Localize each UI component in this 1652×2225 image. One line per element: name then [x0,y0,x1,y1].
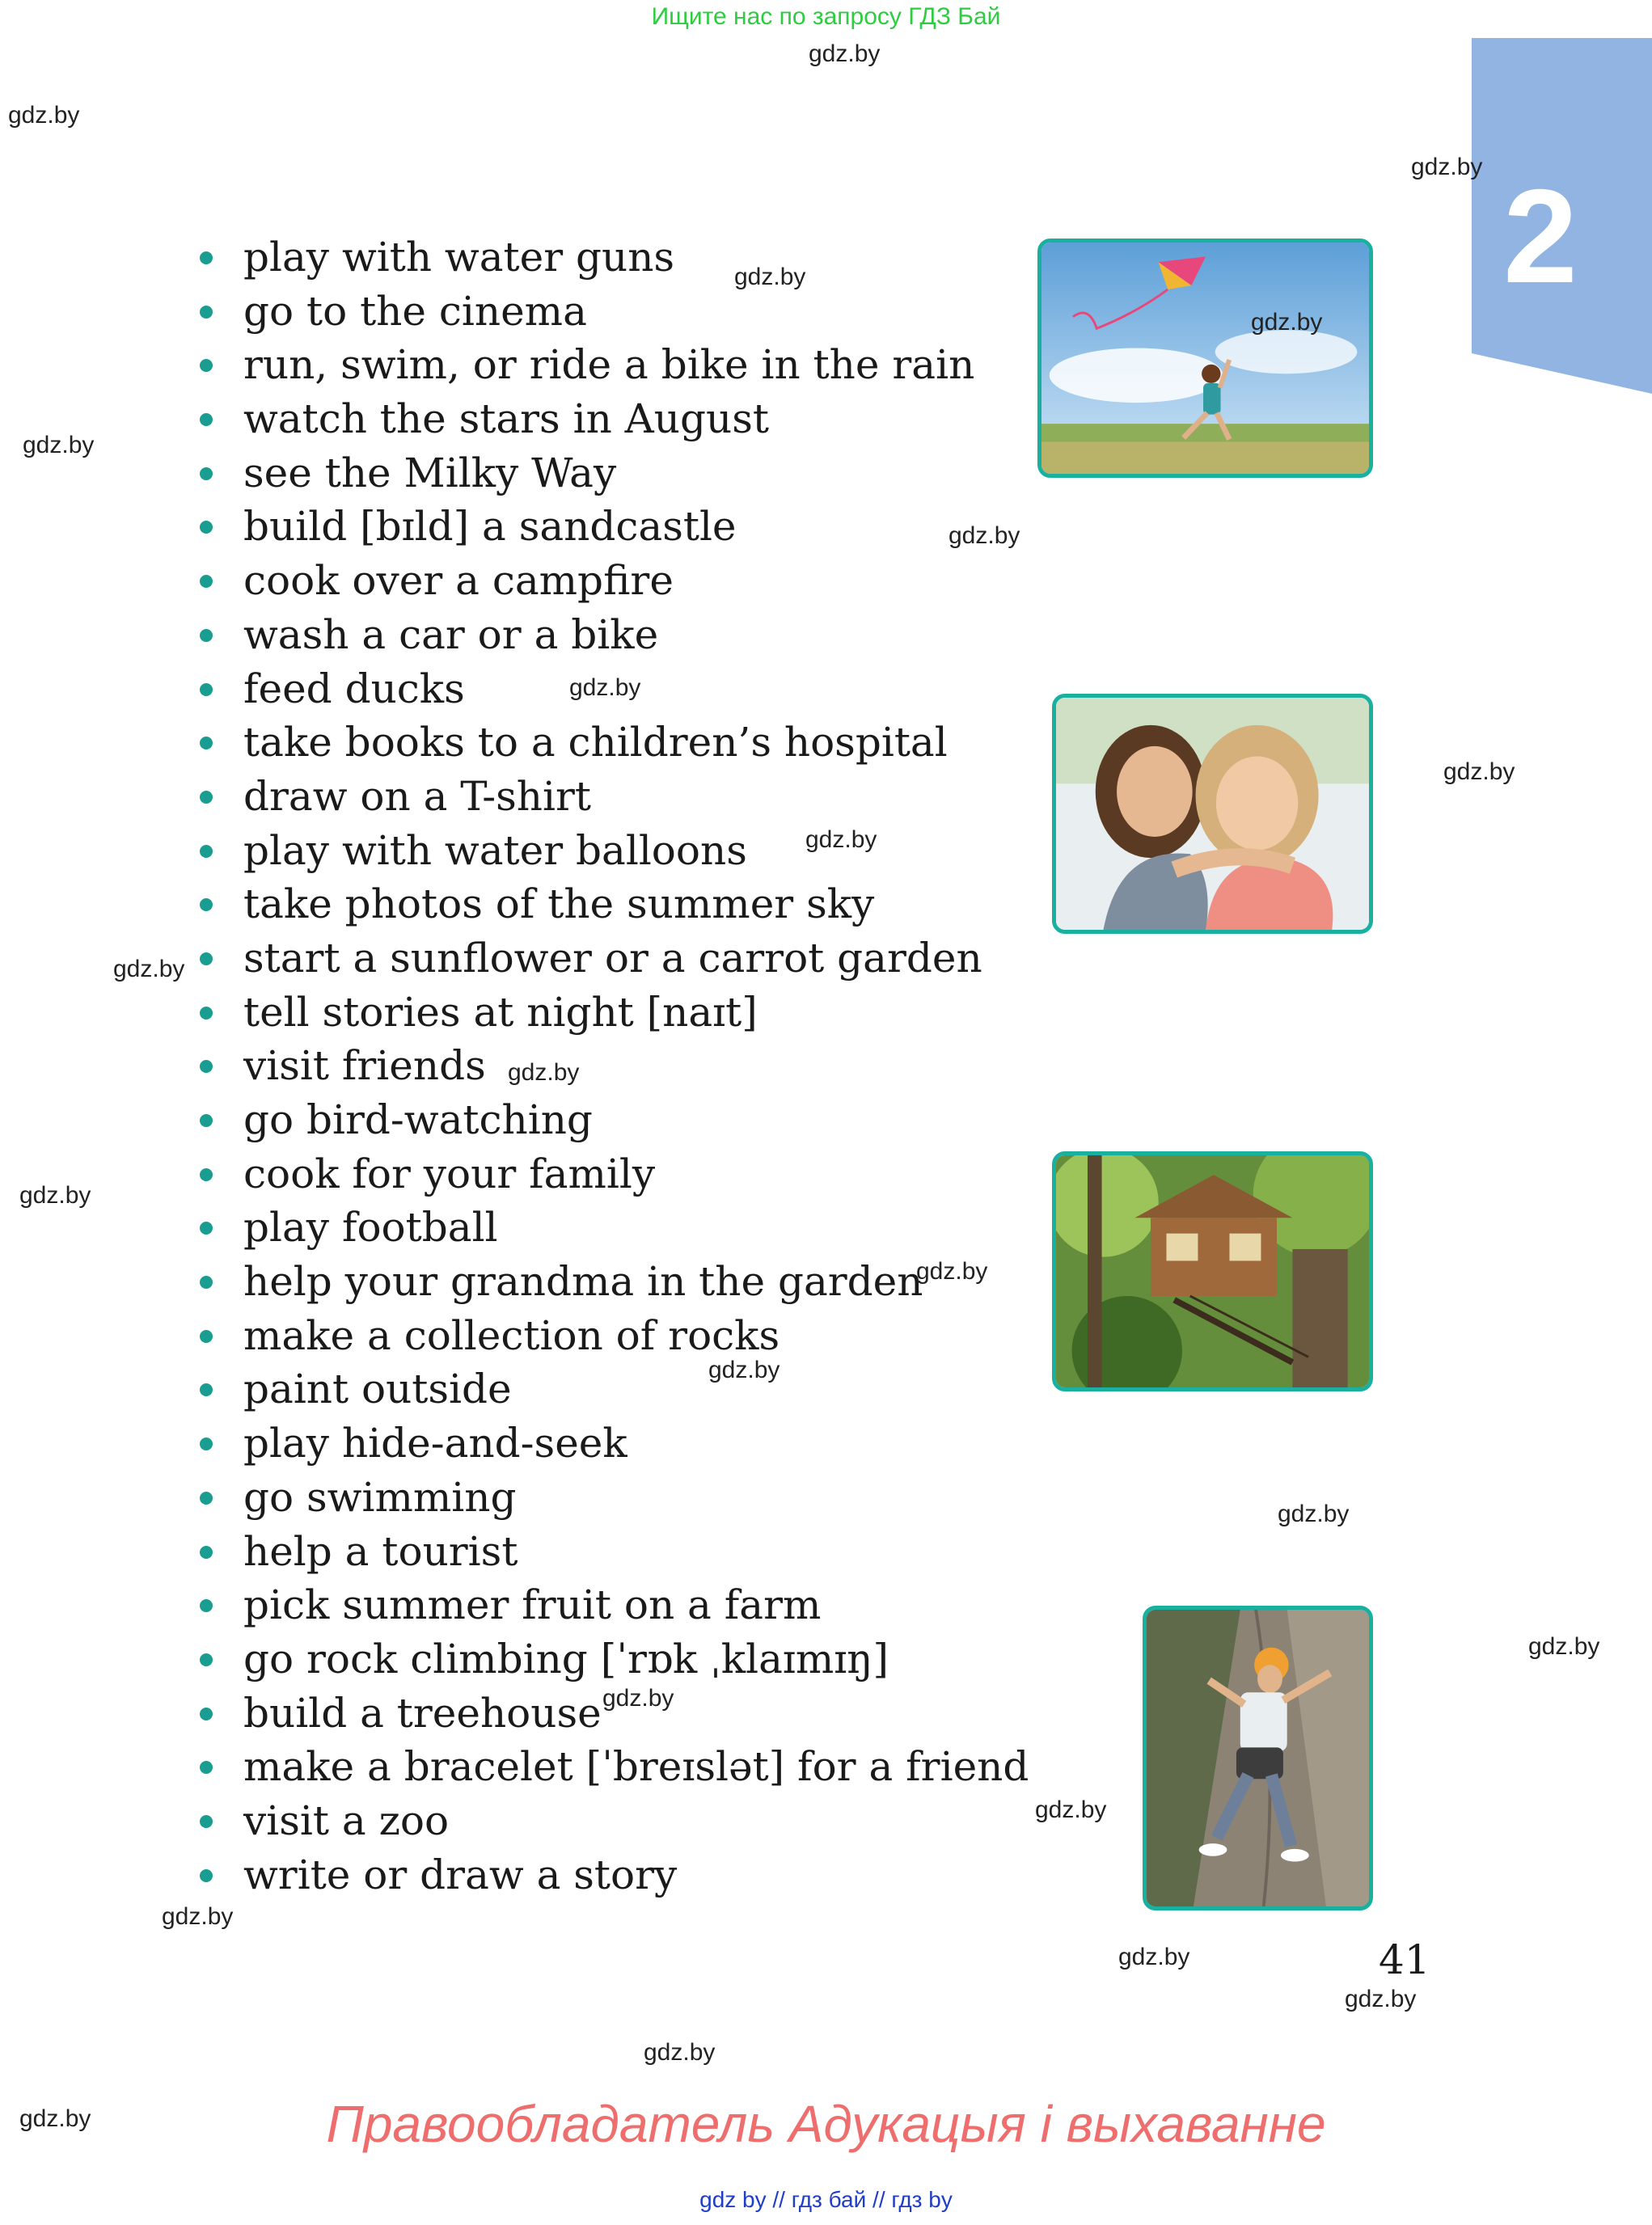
watermark: gdz.by [916,1258,988,1285]
bullet-icon [200,1869,213,1882]
activity-text: cook for your family [243,1150,656,1197]
activity-text: see the Milky Way [243,449,617,496]
bullet-icon [200,1599,213,1612]
watermark: gdz.by [508,1059,580,1086]
watermark: gdz.by [1411,154,1483,180]
bullet-icon [200,683,213,696]
watermark: gdz.by [569,674,641,701]
list-item [198,1147,1029,1201]
bullet-icon [200,1546,213,1559]
watermark: gdz.by [19,1182,91,1209]
bullet-icon [200,737,213,749]
bullet-icon [200,952,213,965]
photo-rock-climbing [1143,1606,1373,1910]
activity-text: tell stories at night [naɪt] [243,988,758,1036]
watermark: gdz.by [1251,309,1323,336]
watermark: gdz.by [602,1685,674,1712]
list-item [198,608,1029,662]
activity-text: visit a zoo [243,1796,450,1844]
list-item [198,770,1029,824]
list-item [198,1362,1029,1416]
activity-text: run, swim, or ride a bike in the rain [243,341,975,389]
list-item [198,1416,1029,1471]
bullet-icon [200,1168,213,1181]
activity-text: start a sunflower or a carrot garden [243,934,982,982]
watermark: gdz.by [1118,1944,1190,1970]
bullet-icon [200,1383,213,1396]
activity-text: build a treehouse [243,1689,602,1737]
list-item [198,1848,1029,1902]
activity-text: play football [243,1204,498,1252]
bullet-icon [200,1222,213,1235]
bullet-icon [200,1438,213,1450]
watermark: gdz.by [1443,758,1515,785]
photo-hugging-girls [1052,694,1373,934]
bullet-icon [200,1060,213,1073]
activity-text: make a collection of rocks [243,1311,780,1359]
activity-text: write or draw a story [243,1851,678,1898]
bullet-icon [200,413,213,426]
bullet-icon [200,467,213,480]
bullet-icon [200,575,213,588]
activity-text: feed ducks [243,665,465,712]
watermark: gdz.by [8,102,80,129]
activity-text: take books to a children’s hospital [243,719,948,766]
bullet-icon [200,1330,213,1343]
list-item [198,554,1029,608]
bullet-icon [200,1761,213,1774]
watermark: gdz.by [734,264,806,290]
bullet-icon [200,1114,213,1127]
activity-text: help your grandma in the garden [243,1258,923,1306]
bullet-icon [200,251,213,264]
list-item [198,392,1029,446]
page-number: 41 [1379,1936,1430,1983]
activity-text: help a tourist [243,1527,518,1575]
list-item [198,716,1029,770]
list-item [198,1471,1029,1525]
list-item [198,338,1029,392]
bullet-icon [200,845,213,858]
activity-text: watch the stars in August [243,395,769,443]
bullet-icon [200,306,213,319]
list-item [198,1794,1029,1848]
list-item [198,824,1029,878]
list-item [198,1578,1029,1632]
bullet-icon [200,1708,213,1720]
watermark: gdz.by [809,40,881,67]
chapter-number: 2 [1503,162,1578,310]
activity-text: play hide-and-seek [243,1420,627,1467]
list-item [198,1093,1029,1147]
watermark: gdz.by [1528,1633,1600,1660]
list-item [198,931,1029,986]
activity-text: play with water balloons [243,826,747,874]
activity-text: wash a car or a bike [243,610,659,658]
bullet-icon [200,1492,213,1505]
watermark: gdz.by [1035,1796,1107,1823]
list-item [198,285,1029,339]
list-item [198,1632,1029,1687]
watermark: gdz.by [949,522,1020,549]
list-item [198,500,1029,554]
list-item [198,1201,1029,1255]
activity-list [198,230,1029,1902]
copyright-notice: Правообладатель Адукацыя і выхаванне [326,2095,1326,2153]
activity-text: cook over a campfire [243,557,674,605]
activity-text: pick summer fruit on a farm [243,1581,822,1629]
list-item [198,986,1029,1040]
activity-text: draw on a T-shirt [243,772,591,820]
list-item [198,1255,1029,1309]
photo-girl-with-kite [1037,239,1373,478]
bullet-icon [200,1276,213,1289]
bullet-icon [200,791,213,804]
bullet-icon [200,1007,213,1020]
watermark: gdz.by [708,1357,780,1383]
activity-text: paint outside [243,1366,512,1413]
photo-treehouse [1052,1151,1373,1391]
bullet-icon [200,359,213,372]
bullet-icon [200,629,213,642]
activity-text: go bird-watching [243,1096,593,1143]
activity-text: go to the cinema [243,287,587,335]
activity-text: play with water guns [243,234,675,281]
bullet-icon [200,1653,213,1666]
list-item [198,877,1029,931]
watermark: gdz.by [1278,1501,1350,1527]
watermark: gdz.by [23,432,95,458]
activity-text: go swimming [243,1473,517,1521]
top-banner: Ищите нас по запросу ГДЗ Бай [651,3,1001,30]
list-item [198,1525,1029,1579]
list-item [198,1039,1029,1093]
bullet-icon [200,521,213,534]
activity-text: make a bracelet [ˈbreɪslət] for a friend [243,1743,1029,1791]
activity-text: build [bɪld] a sandcastle [243,503,737,551]
bullet-icon [200,1815,213,1828]
watermark: gdz.by [162,1903,234,1930]
list-item [198,446,1029,500]
list-item [198,230,1029,285]
activity-text: visit friends [243,1042,486,1090]
list-item [198,1740,1029,1794]
activity-text: go rock climbing [ˈrɒk ˌklaɪmɪŋ] [243,1635,889,1682]
watermark: gdz.by [19,2105,91,2132]
watermark: gdz.by [805,826,877,853]
watermark: gdz.by [113,956,185,982]
watermark: gdz.by [1345,1986,1417,2012]
list-item [198,1309,1029,1363]
footer-links[interactable]: gdz by // гдз бай // гдз by [699,2187,953,2212]
watermark: gdz.by [644,2039,716,2066]
bullet-icon [200,898,213,911]
activity-text: take photos of the summer sky [243,880,875,928]
